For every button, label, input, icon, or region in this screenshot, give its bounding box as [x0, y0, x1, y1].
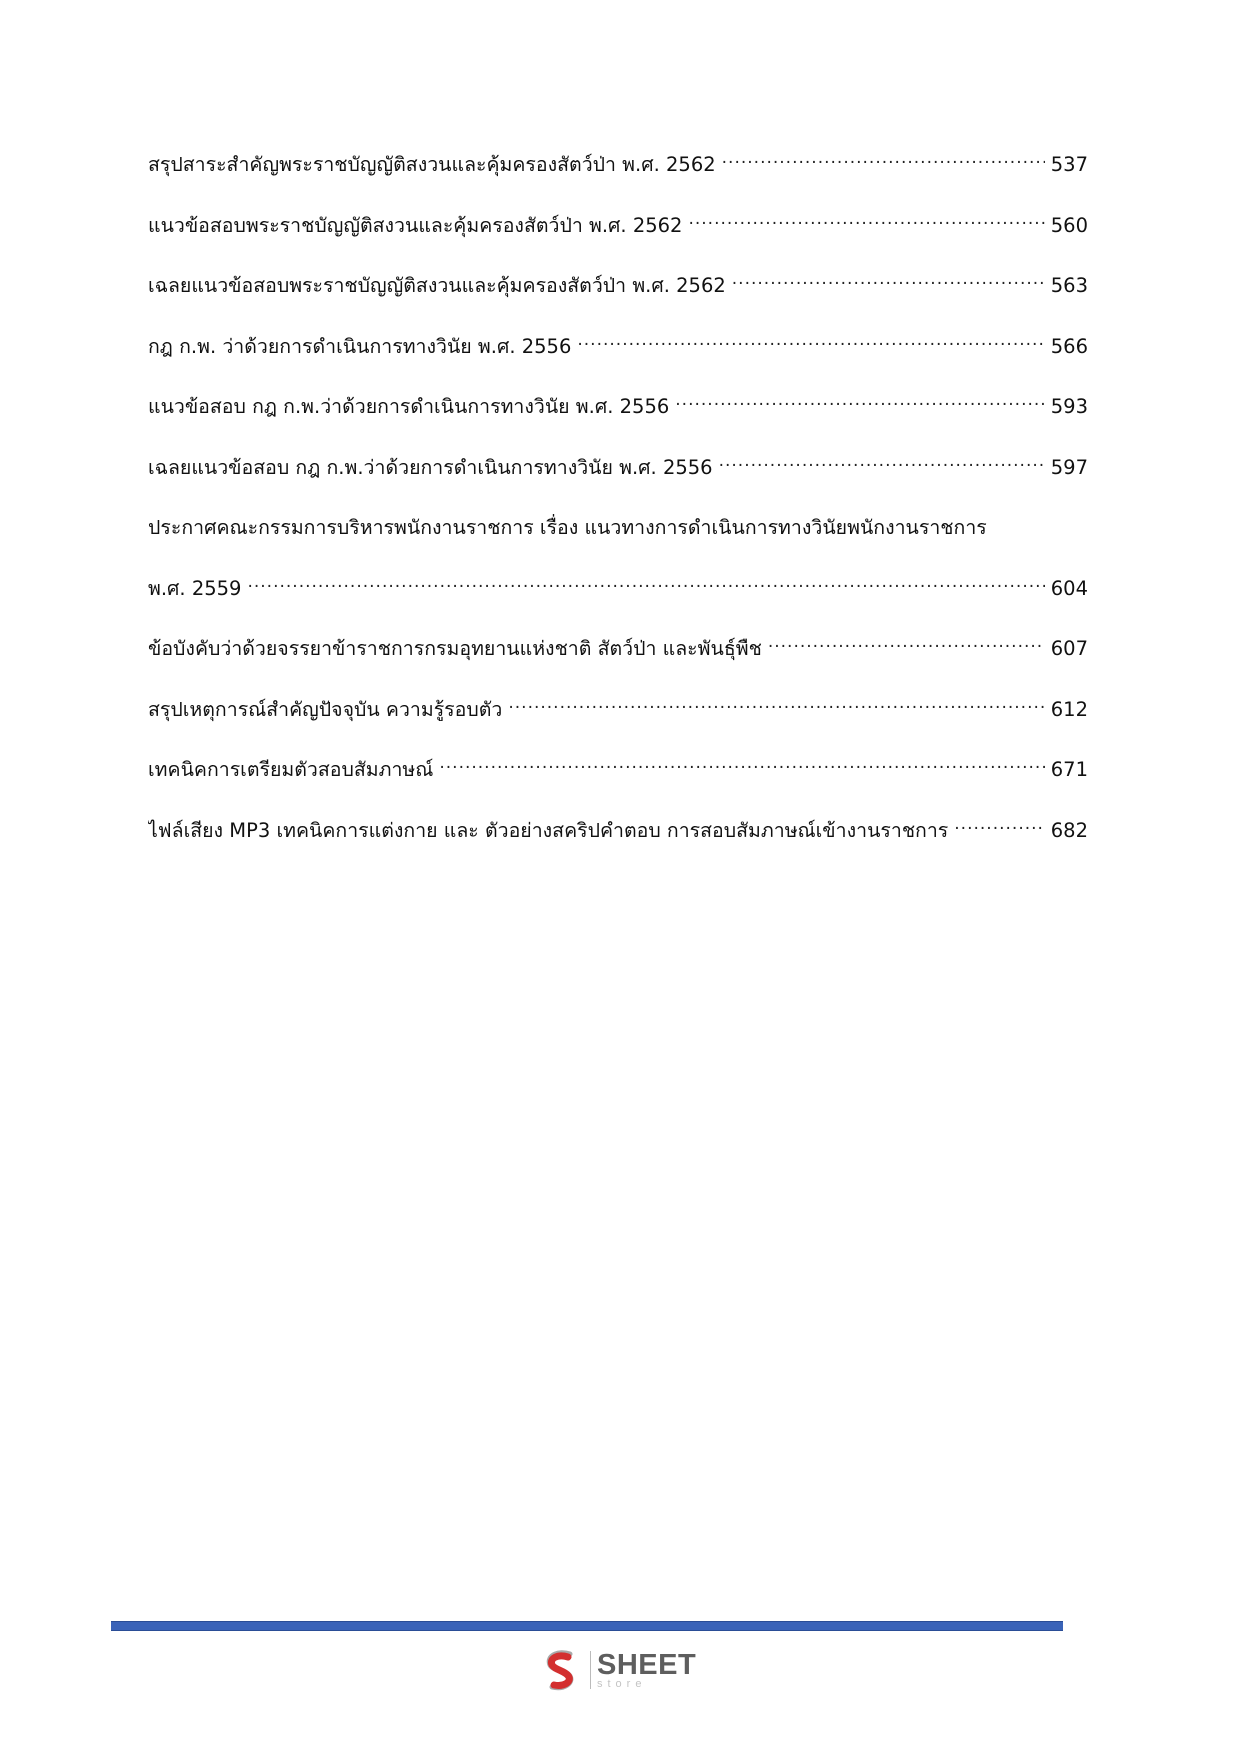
toc-entry-page: 604 [1050, 576, 1088, 600]
toc-entry[interactable] [148, 150, 1088, 180]
sheet-store-s-icon [540, 1648, 584, 1692]
toc-entry-title: สรุปสาระสำคัญพระราชบัญญัติสงวนและคุ้มครองสัตว์ป่า พ.ศ. 2562 [148, 153, 716, 176]
toc-entry-page: 607 [1050, 637, 1088, 660]
toc-entry-page: 612 [1050, 697, 1088, 721]
sheet-store-logo [540, 1645, 710, 1695]
toc-entry[interactable] [148, 755, 1088, 785]
dot-leader [954, 817, 1044, 837]
toc-entry[interactable] [148, 332, 1088, 362]
table-of-contents [148, 150, 1088, 876]
toc-entry-title: ไฟล์เสียง MP3 เทคนิคการแต่งกาย และ ตัวอย่างสคริปคำตอบ การสอบสัมภาษณ์เข้างานราชการ [148, 818, 949, 842]
toc-entry[interactable] [148, 453, 1088, 483]
logo-main-text: SHEET [597, 1648, 697, 1681]
dot-leader [675, 394, 1045, 414]
toc-entry[interactable] [148, 816, 1088, 846]
logo-divider [590, 1651, 591, 1689]
toc-entry-page: 566 [1050, 334, 1088, 358]
toc-entry-page: 671 [1050, 758, 1088, 781]
toc-entry-page: 597 [1050, 455, 1088, 479]
dot-leader [722, 152, 1045, 172]
toc-entry-page: 560 [1050, 213, 1088, 237]
toc-entry[interactable] [148, 634, 1088, 664]
dot-leader [732, 273, 1045, 293]
toc-entry-title: แนวข้อสอบ กฎ ก.พ.ว่าด้วยการดำเนินการทางวินัย พ.ศ. 2556 [148, 395, 670, 418]
toc-entry-page: 563 [1050, 274, 1088, 297]
toc-entry[interactable] [148, 211, 1088, 241]
toc-entry-title: เฉลยแนวข้อสอบ กฎ ก.พ.ว่าด้วยการดำเนินการทางวินัย พ.ศ. 2556 [148, 455, 713, 479]
toc-entry-title: เทคนิคการเตรียมตัวสอบสัมภาษณ์ [148, 758, 434, 781]
toc-entry-title-line2: พ.ศ. 2559 [148, 576, 242, 600]
toc-entry-title-line1: ประกาศคณะกรรมการบริหารพนักงานราชการ เรื่อง แนวทางการดำเนินการทางวินัยพนักงานราชการ [148, 516, 987, 539]
toc-entry-title: เฉลยแนวข้อสอบพระราชบัญญัติสงวนและคุ้มครองสัตว์ป่า พ.ศ. 2562 [148, 274, 726, 297]
dot-leader [768, 636, 1045, 656]
logo-sub-text: store [597, 1677, 647, 1690]
dot-leader [577, 333, 1044, 353]
toc-entry-page: 593 [1050, 395, 1088, 418]
toc-entry[interactable] [148, 513, 1088, 604]
toc-entry[interactable] [148, 695, 1088, 725]
toc-entry-page: 682 [1050, 818, 1088, 842]
toc-entry-title: แนวข้อสอบพระราชบัญญัติสงวนและคุ้มครองสัตว์ป่า พ.ศ. 2562 [148, 213, 683, 237]
dot-leader [719, 454, 1045, 474]
toc-entry[interactable] [148, 271, 1088, 301]
dot-leader [508, 696, 1044, 716]
dot-leader [688, 212, 1044, 232]
dot-leader [247, 575, 1044, 595]
toc-entry-page: 537 [1050, 153, 1088, 176]
toc-entry-title: กฎ ก.พ. ว่าด้วยการดำเนินการทางวินัย พ.ศ. 2556 [148, 334, 572, 358]
dot-leader [439, 757, 1044, 777]
footer-divider-line [111, 1621, 1063, 1631]
toc-entry-title: ข้อบังคับว่าด้วยจรรยาข้าราชการกรมอุทยานแห่งชาติ สัตว์ป่า และพันธุ์พืช [148, 637, 762, 660]
toc-entry-title: สรุปเหตุการณ์สำคัญปัจจุบัน ความรู้รอบตัว [148, 697, 503, 721]
toc-entry[interactable] [148, 392, 1088, 422]
